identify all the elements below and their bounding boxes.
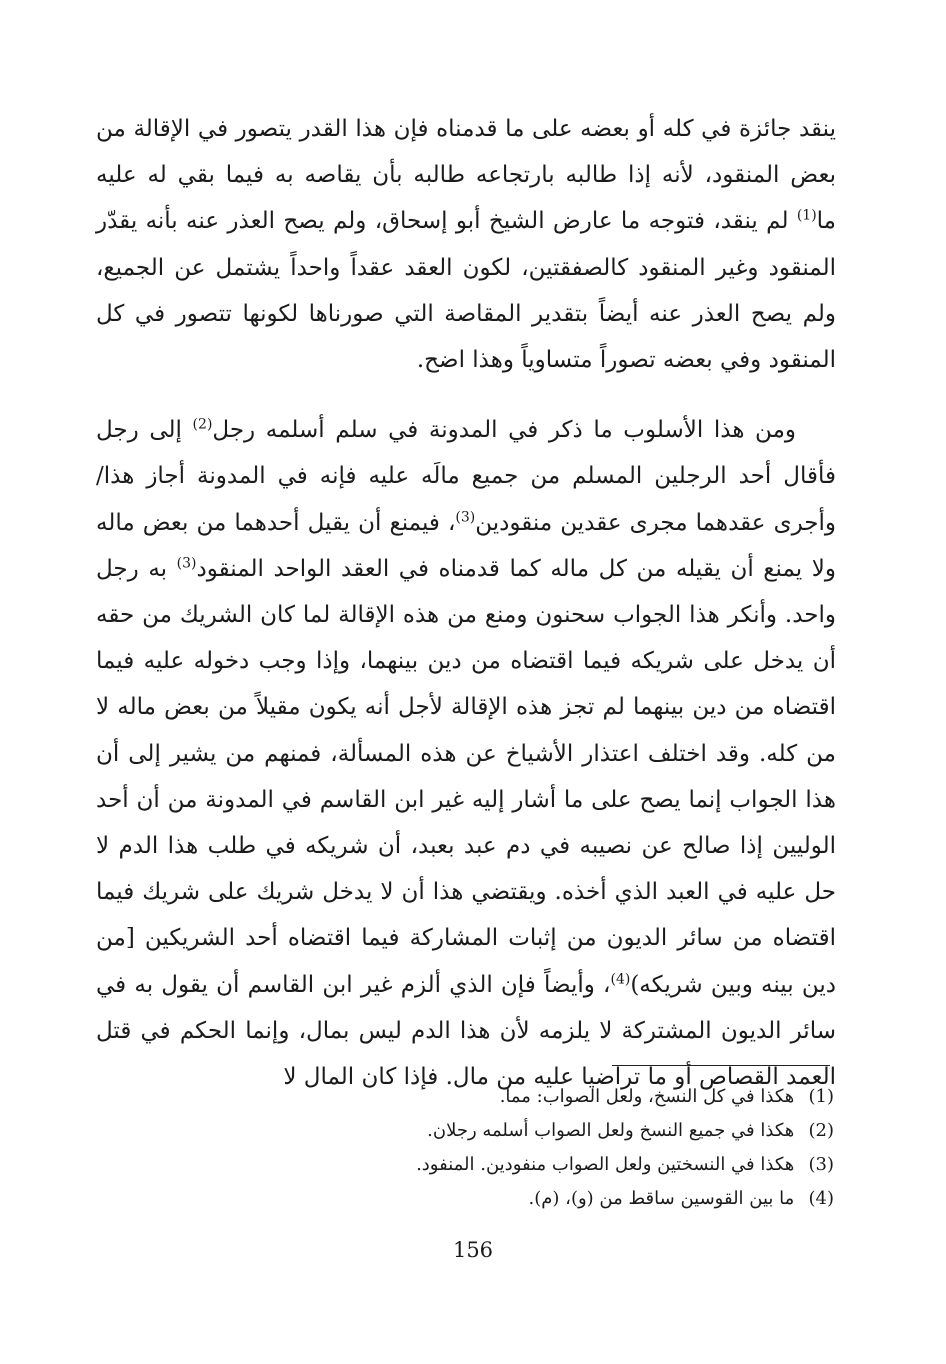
paragraph-1 [96, 106, 836, 383]
paragraph-text: ، فيمنع أن يقيل أحدهما من بعض ماله ولا يمنع أن يقيله من كل ماله كما قدمناه في العقد الواحد المنقود [96, 509, 836, 582]
footnote-number: (3) [808, 1154, 834, 1175]
footnotes [200, 1080, 834, 1216]
footnote-text: هكذا في كل النسخ، ولعل الصواب: مما. [499, 1086, 795, 1107]
paragraph-text: ينقد جائزة في كله أو بعضه على ما قدمناه فإن هذا القدر يتصور في الإقالة من بعض المنقود، لأنه إذا طالبه بارتجاعه طالبه بأن يقاصه به فيما بقي له عليه ما [96, 116, 836, 235]
paragraph-2 [96, 407, 836, 1100]
footnote-reference: (1) [796, 207, 817, 224]
footnote-text: ما بين القوسين ساقط من (و)، (م). [528, 1188, 795, 1209]
footnote-text: هكذا في جميع النسخ ولعل الصواب أسلمه رجلان. [427, 1120, 795, 1141]
footnote-number: (2) [808, 1120, 834, 1141]
footnote-divider [612, 1065, 830, 1066]
footnote-number: (1) [808, 1086, 834, 1107]
footnote-reference: (4) [610, 971, 631, 987]
paragraph-text: به رجل واحد. وأنكر هذا الجواب سحنون ومنع من هذه الإقالة لما كان الشريك من حقه أن يدخل على شريكه فيما اقتضاه من دين بينهما، وإذا وجب دخوله عليه فيما اقتضاه من دين بينهما لم تجز هذه الإقالة لأجل أنه يكون مقيلاً من بعض ماله لا من كله. وقد اختلف اعتذار الأشياخ عن هذه المسألة، فمنهم من يشير إلى أن هذا الجواب إنما يصح على ما أشار إليه غير ابن القاسم في المدونة من أن أحد الوليين إذا صالح عن نصيبه في دم عبد بعبد، أن شريكه في طلب هذا الدم لا حل عليه في العبد الذي أخذه. ويقتضي هذا أن لا يدخل شريك على شريك فيما اقتضاه من سائر الديون من إثبات المشاركة فيما اقتضاه أحد الشريكين [من دين بينه وبين شريكه) [96, 555, 836, 998]
footnote-item [200, 1182, 834, 1216]
footnote-item [200, 1080, 834, 1114]
paragraph-text: لم ينقد، فتوجه ما عارض الشيخ أبو إسحاق، ولم يصح العذر عنه بأنه يقدّر المنقود وغير المنقود كالصفقتين، لكون العقد عقداً واحداً يشتمل عن الجميع، ولم يصح العذر عنه أيضاً بتقدير المقاصة التي صورناها لكونها تتصور في كل المنقود وفي بعضه تصوراً متساوياً وهذا اضح. [96, 208, 836, 374]
footnote-text: هكذا في النسختين ولعل الصواب منفودين. المنفود. [416, 1154, 795, 1175]
footnote-item [200, 1148, 834, 1182]
body-text [96, 106, 836, 1100]
footnote-item [200, 1114, 834, 1148]
footnote-reference: (2) [192, 416, 213, 433]
paragraph-text: ومن هذا الأسلوب ما ذكر في المدونة في سلم أسلمه رجل [212, 417, 796, 444]
paragraph-text: إلى رجل فأقال أحد الرجلين المسلم من جميع مالَه عليه فإنه في المدونة أجاز هذا/ وأجرى عقدهما مجرى عقدين منقودين [96, 417, 836, 536]
page-number: 156 [452, 1238, 494, 1262]
footnote-reference: (3) [176, 555, 197, 572]
footnote-number: (4) [808, 1188, 834, 1209]
footnote-reference: (3) [455, 508, 476, 525]
paragraph-text: ، وأيضاً فإن الذي ألزم غير ابن القاسم أن يقول به في سائر الديون المشتركة لا يلزمه لأن هذا الدم ليس بمال، وإنما الحكم في قتل العمد القصاص أو ما تراضيا عليه من مال. فإذا كان المال لا [96, 971, 836, 1091]
